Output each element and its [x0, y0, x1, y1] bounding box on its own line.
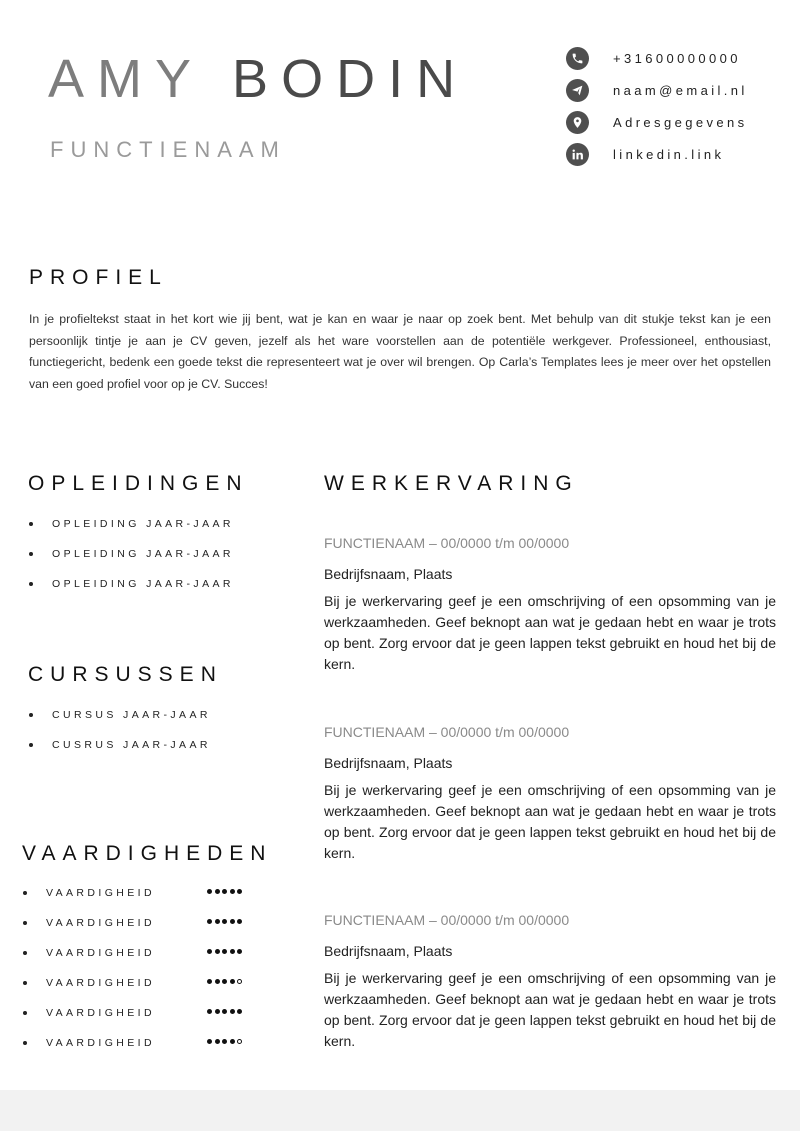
job-entry: [324, 724, 776, 864]
job-entry-title: FUNCTIENAAM – 00/0000 t/m 00/0000: [324, 724, 570, 740]
contact-text: linkedin.link: [613, 146, 725, 162]
skill-label: VAARDIGHEID: [46, 1037, 155, 1049]
job-entry-description: Bij je werkervaring geef je een omschrijving of een opsomming van je werkzaamheden. Geef beknopt aan wat je gedaan hebt en waar je trots op bent. Zorg ervoor dat je geen lappen tekst gebruikt en houd het bij de kern.: [324, 593, 776, 672]
skill-label: VAARDIGHEID: [46, 887, 155, 899]
course-item-text: CURSUS JAAR-JAAR: [52, 709, 211, 721]
skills-heading: VAARDIGHEDEN: [22, 842, 273, 865]
rating-dot-filled: [207, 889, 212, 894]
rating-dot-empty: [237, 979, 242, 984]
bullet: [23, 891, 27, 895]
bullet: [23, 921, 27, 925]
rating-dot-filled: [207, 949, 212, 954]
job-entry-title: FUNCTIENAAM – 00/0000 t/m 00/0000: [324, 912, 570, 928]
rating-dot-filled: [207, 1039, 212, 1044]
skill-rating: [207, 886, 242, 894]
first-name: AMY: [48, 49, 205, 109]
rating-dot-filled: [230, 1039, 235, 1044]
education-heading: OPLEIDINGEN: [28, 472, 249, 495]
job-entry-company: Bedrijfsnaam, Plaats: [324, 566, 453, 582]
education-item-text: OPLEIDING JAAR-JAAR: [52, 548, 234, 560]
bullet: [23, 981, 27, 985]
skill-rating: [207, 976, 242, 984]
rating-dot-filled: [237, 919, 242, 924]
job-title: FUNCTIENAAM: [50, 137, 286, 162]
rating-dot-filled: [215, 979, 220, 984]
bullet: [23, 1011, 27, 1015]
bullet: [29, 713, 33, 717]
rating-dot-filled: [207, 919, 212, 924]
contact-address[interactable]: [566, 106, 796, 138]
bullet: [29, 582, 33, 586]
contact-text: naam@email.nl: [613, 82, 748, 98]
rating-dot-empty: [237, 1039, 242, 1044]
rating-dot-filled: [237, 949, 242, 954]
rating-dot-filled: [215, 889, 220, 894]
rating-dot-filled: [222, 1009, 227, 1014]
candidate-name: [48, 48, 468, 110]
contact-linkedin[interactable]: [566, 138, 796, 170]
skill-rating: [207, 916, 242, 924]
rating-dot-filled: [215, 1009, 220, 1014]
rating-dot-filled: [207, 1009, 212, 1014]
phone-icon: [566, 47, 589, 70]
rating-dot-filled: [215, 1039, 220, 1044]
skill-rating: [207, 946, 242, 954]
bullet: [29, 522, 33, 526]
rating-dot-filled: [207, 979, 212, 984]
rating-dot-filled: [237, 889, 242, 894]
contact-phone[interactable]: [566, 42, 796, 74]
send-icon: [566, 79, 589, 102]
rating-dot-filled: [215, 919, 220, 924]
profile-heading: PROFIEL: [29, 266, 168, 289]
job-entry-company: Bedrijfsnaam, Plaats: [324, 755, 453, 771]
bullet: [29, 552, 33, 556]
rating-dot-filled: [222, 889, 227, 894]
last-name: BODIN: [232, 49, 469, 109]
job-entry-description: Bij je werkervaring geef je een omschrijving of een opsomming van je werkzaamheden. Geef beknopt aan wat je gedaan hebt en waar je trots op bent. Zorg ervoor dat je geen lappen tekst gebruikt en houd het bij de kern.: [324, 970, 776, 1049]
contact-email[interactable]: [566, 74, 796, 106]
skill-label: VAARDIGHEID: [46, 1007, 155, 1019]
rating-dot-filled: [230, 949, 235, 954]
rating-dot-filled: [222, 979, 227, 984]
contact-list: [566, 42, 796, 170]
location-pin-icon: [566, 111, 589, 134]
rating-dot-filled: [230, 1009, 235, 1014]
skill-label: VAARDIGHEID: [46, 917, 155, 929]
rating-dot-filled: [237, 1009, 242, 1014]
job-entry-company: Bedrijfsnaam, Plaats: [324, 943, 453, 959]
bullet: [23, 1041, 27, 1045]
skill-rating: [207, 1006, 242, 1014]
skill-label: VAARDIGHEID: [46, 947, 155, 959]
education-item-text: OPLEIDING JAAR-JAAR: [52, 518, 234, 530]
rating-dot-filled: [230, 979, 235, 984]
rating-dot-filled: [222, 1039, 227, 1044]
job-entry-title: FUNCTIENAAM – 00/0000 t/m 00/0000: [324, 535, 570, 551]
job-entry: [324, 535, 776, 675]
rating-dot-filled: [230, 919, 235, 924]
skill-label: VAARDIGHEID: [46, 977, 155, 989]
rating-dot-filled: [230, 889, 235, 894]
linkedin-icon: [566, 143, 589, 166]
job-entry-description: Bij je werkervaring geef je een omschrijving of een opsomming van je werkzaamheden. Geef beknopt aan wat je gedaan hebt en waar je trots op bent. Zorg ervoor dat je geen lappen tekst gebruikt en houd het bij de kern.: [324, 782, 776, 861]
experience-heading: WERKERVARING: [324, 472, 579, 495]
rating-dot-filled: [215, 949, 220, 954]
profile-text: In je profieltekst staat in het kort wie jij bent, wat je kan en waar je naar op zoek bent. Met behulp van dit stukje tekst kan je een persoonlijk tintje je aan je CV geven, jezelf als het ware voorstellen aan de potentiële werkgever. Professioneel, enthousiast, functiegericht, bedenk een goede tekst die representeert wat je over wil brengen. Op Carla’s Templates lees je meer over het opstellen van een goed profiel voor op je CV. Succes!: [29, 312, 771, 391]
bullet: [29, 743, 33, 747]
job-entry: [324, 912, 776, 1052]
courses-heading: CURSUSSEN: [28, 663, 223, 686]
bullet: [23, 951, 27, 955]
education-item-text: OPLEIDING JAAR-JAAR: [52, 578, 234, 590]
contact-text: +31600000000: [613, 50, 741, 66]
rating-dot-filled: [222, 919, 227, 924]
rating-dot-filled: [222, 949, 227, 954]
skill-rating: [207, 1036, 242, 1044]
course-item-text: CUSRUS JAAR-JAAR: [52, 739, 211, 751]
contact-text: Adresgegevens: [613, 114, 748, 130]
